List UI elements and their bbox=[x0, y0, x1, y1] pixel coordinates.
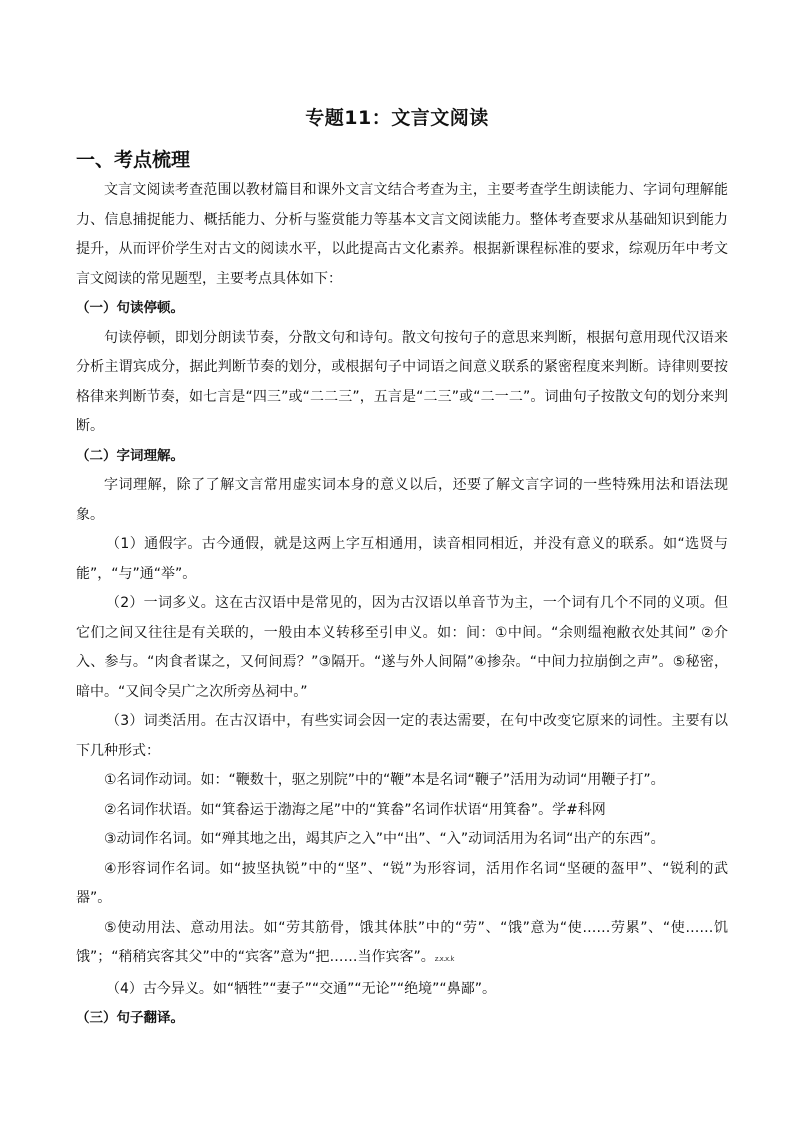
section-heading: 一、考点梳理 bbox=[76, 149, 191, 171]
item-1-paragraph: （1）通假字。古今通假，就是这两上字互相通用，读音相同相近，并没有意义的联系。如“选贤与能”，“与”通“举”。 bbox=[76, 536, 728, 582]
document-title: 专题11：文言文阅读 bbox=[305, 107, 489, 129]
subsection-1-paragraph: 句读停顿，即划分朗读节奏，分散文句和诗句。散文句按句子的意思来判断，根据句意用现代汉语来分析主谓宾成分，据此判断节奏的划分，或根据句子中词语之间意义联系的紧密程度来判断。诗律则要按格律来判断节奏，如七言是“四三”或“二二三”，五言是“二三”或“二一二”。词曲句子按散文句的划分来判断。 bbox=[76, 329, 728, 434]
intro-paragraph: 文言文阅读考查范围以教材篇目和课外文言文结合考查为主，主要考查学生朗读能力、字词句理解能力、信息捕捉能力、概括能力、分析与鉴赏能力等基本文言文阅读能力。整体考查要求从基础知识到能力提升，从而评价学生对古文的阅读水平，以此提高古文化素养。根据新课程标准的要求，综观历年中考文言文阅读的常见题型，主要考点具体如下： bbox=[76, 182, 728, 287]
subsection-2-paragraph: 字词理解，除了了解文言常用虚实词本身的意义以后，还要了解文言字词的一些特殊用法和语法现象。 bbox=[76, 477, 728, 523]
form-3-paragraph: ③动词作名词。如“殚其地之出，竭其庐之入”中“出”、“入”动词活用为名词“出产的东西”。 bbox=[104, 831, 665, 847]
form-5-paragraph bbox=[76, 914, 728, 975]
document-body bbox=[76, 176, 728, 1034]
form-2-paragraph: ②名词作状语。如“箕畚运于渤海之尾”中的“箕畚”名词作状语“用箕畚”。学#科网 bbox=[104, 801, 606, 818]
subsection-title-2: （二）字词理解。 bbox=[76, 447, 184, 464]
item-2-paragraph: （2）一词多义。这在古汉语中是常见的，因为古汉语以单音节为主，一个词有几个不同的义项。但它们之间又往往是有关联的，一般由本义转移至引申义。如：间：①中间。“余则缊袍敝衣处其间” ②介入、参与。“肉食者谋之，又何间焉？”③隔开。“遂与外人间隔”④掺杂。“中间力拉崩倒之声”。⑤秘密，暗中。“又间令吴广之次所旁丛祠中。” bbox=[76, 595, 728, 700]
form-5-text: ⑤使动用法、意动用法。如“劳其筋骨，饿其体肤”中的“劳”、“饿”意为“使……劳累”、“使……饥饿”；“稍稍宾客其父”中的“宾客”意为“把……当作宾客”。 bbox=[76, 919, 728, 965]
form-1-paragraph: ①名词作动词。如：“鞭数十，驱之别院”中的“鞭”本是名词“鞭子”活用为动词“用鞭子打”。 bbox=[104, 772, 665, 788]
item-3-paragraph: （3）词类活用。在古汉语中，有些实词会因一定的表达需要，在句中改变它原来的词性。主要有以下几种形式： bbox=[76, 713, 728, 759]
subsection-title-3: （三）句子翻译。 bbox=[76, 1010, 184, 1026]
watermark-mark: z.x.x.k bbox=[434, 955, 454, 963]
form-4-paragraph: ④形容词作名词。如“披坚执锐”中的“坚”、“锐”为形容词，活用作名词“坚硬的盔甲”、“锐利的武器”。 bbox=[76, 860, 728, 906]
item-4-paragraph: （4）古今异义。如“牺牲”“妻子”“交通”“无论”“绝境”“鼻鄙”。 bbox=[106, 980, 496, 997]
subsection-title-1: （一）句读停顿。 bbox=[76, 300, 184, 316]
